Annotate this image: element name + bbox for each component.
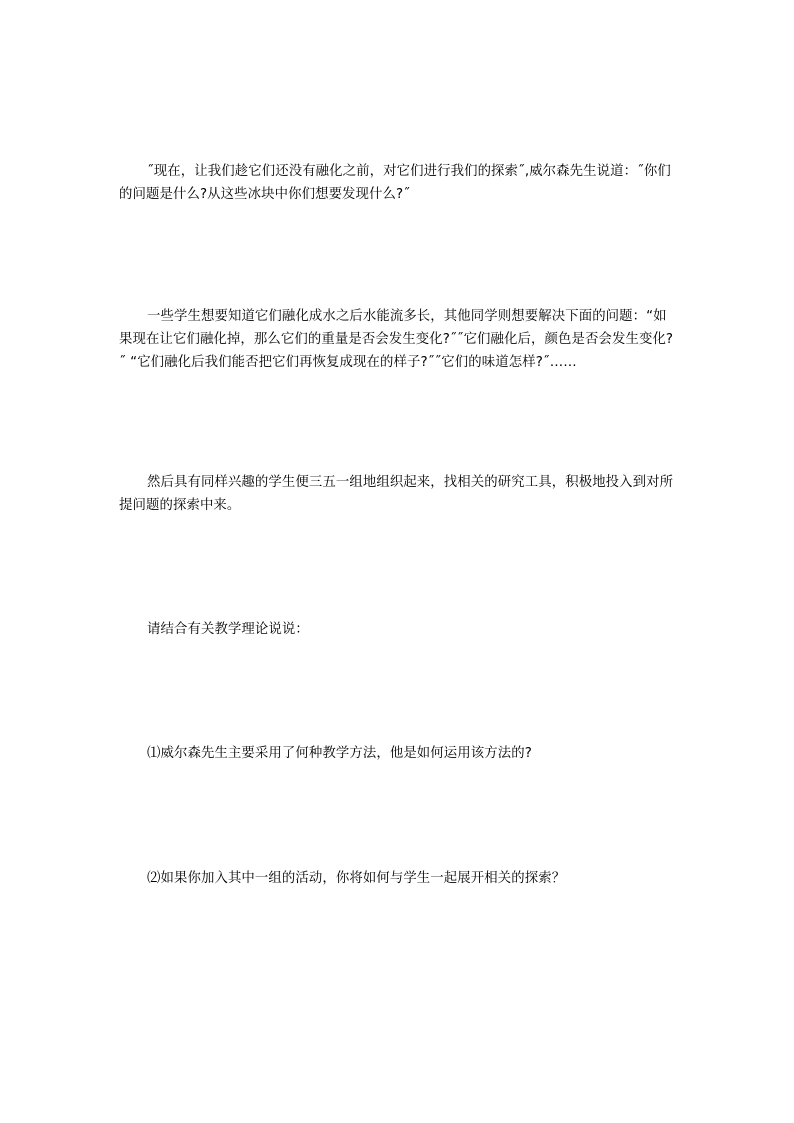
question-prompt: 请结合有关教学理论说说： [147, 622, 309, 637]
paragraph-quote-wilson: ˝现在，让我们趁它们还没有融化之前，对它们进行我们的探索˝,威尔森先生说道：˝你们的问题是什么?从这些冰块中你们想要发现什么?˝ [119, 164, 671, 202]
question-2: ⑵如果你加入其中一组的活动，你将如何与学生一起展开相关的探索？ [147, 871, 566, 886]
question-1: ⑴威尔森先生主要采用了何种教学方法，他是如何运用该方法的? [147, 746, 532, 761]
paragraph-group-exploration: 然后具有同样兴趣的学生便三五一组地组织起来，找相关的研究工具，积极地投入到对所提问题的探索中来。 [119, 475, 674, 513]
paragraph-student-questions: 一些学生想要知道它们融化成水之后水能流多长，其他同学则想要解决下面的问题：“如果现在让它们融化掉，那么它们的重量是否会发生变化?˝˝它们融化后，颜色是否会发生变化?˝ “它们融化后我们能否把它们再恢复成现在的样子?˝˝它们的味道怎样?˝…… [119, 309, 674, 370]
